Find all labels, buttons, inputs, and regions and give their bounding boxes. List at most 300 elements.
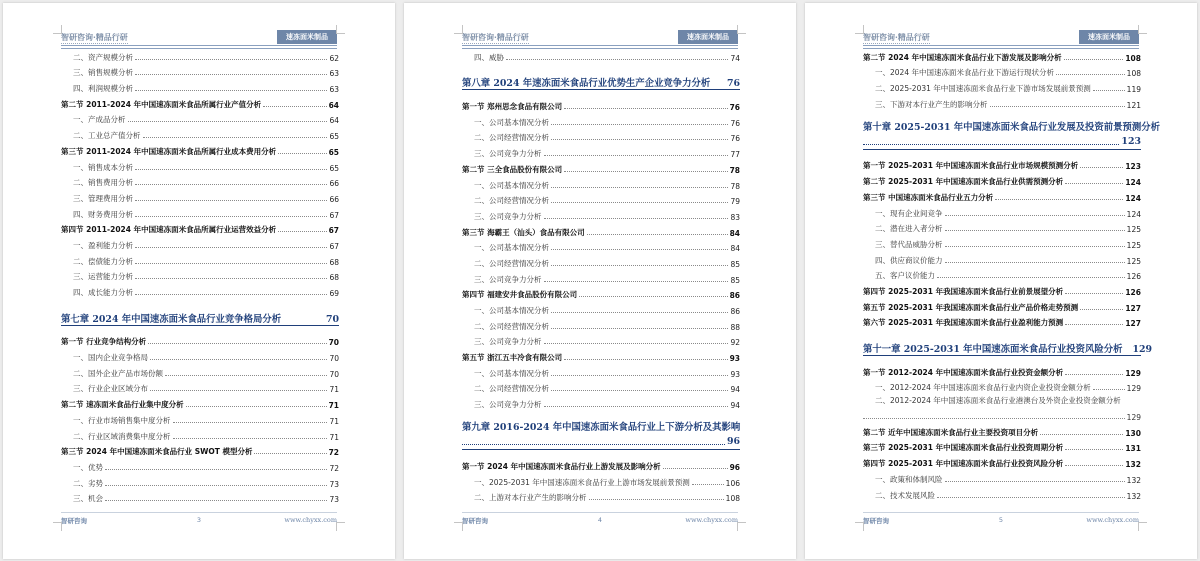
toc-subsection[interactable] bbox=[863, 234, 1141, 250]
toc-entry-title: 二、公司经营情况分析 bbox=[474, 258, 549, 268]
leader-dots bbox=[105, 500, 327, 501]
toc-page-number: 62 bbox=[329, 53, 339, 63]
leader-dots bbox=[1064, 59, 1124, 60]
toc-chapter-title: 第九章 2016-2024 年中国速冻面米食品行业上下游分析及其影响 bbox=[462, 422, 741, 434]
toc-entry-title: 第三节 中国速冻面米食品行业五力分析 bbox=[863, 192, 994, 202]
toc-page-number: 129 bbox=[1132, 344, 1153, 355]
leader-dots bbox=[544, 218, 729, 219]
leader-dots bbox=[544, 343, 729, 344]
leader-dots bbox=[1040, 434, 1123, 435]
toc-page-number: 68 bbox=[329, 273, 339, 283]
leader-dots bbox=[506, 59, 728, 60]
header-tab: 速冻面米制品 bbox=[1079, 30, 1139, 44]
toc-entry-title: 第二节 2024 年中国速冻面米食品行业下游发展及影响分析 bbox=[863, 52, 1062, 62]
leader-dots bbox=[173, 422, 328, 423]
toc-entry-title: 一、公司基本情况分析 bbox=[474, 306, 549, 315]
toc-page-number: 126 bbox=[1126, 272, 1141, 282]
toc-page-number: 96 bbox=[726, 436, 740, 448]
toc-page-number: 67 bbox=[329, 210, 339, 220]
toc-subsection[interactable] bbox=[462, 47, 740, 63]
toc-subsection[interactable] bbox=[61, 267, 339, 283]
toc-section[interactable] bbox=[61, 394, 339, 410]
toc-subsection[interactable] bbox=[61, 63, 339, 79]
toc-entry-title: 一、销售成本分析 bbox=[73, 162, 133, 172]
toc-entry-title: 第一节 2012-2024 年中国速冻面米食品行业投资金额分析 bbox=[863, 367, 1064, 377]
toc-entry-title: 二、工业总产值分析 bbox=[73, 131, 141, 141]
toc-entry-title: 二、行业区域消费集中度分析 bbox=[73, 431, 171, 441]
toc-subsection[interactable] bbox=[61, 157, 339, 173]
toc-subsection[interactable] bbox=[863, 203, 1141, 219]
toc-subsection[interactable] bbox=[462, 363, 740, 379]
toc-page-number: 127 bbox=[1125, 303, 1141, 313]
toc-subsection[interactable] bbox=[462, 253, 740, 269]
toc-entry-title: 二、国外企业产品市场份额 bbox=[73, 368, 163, 378]
leader-dots bbox=[551, 328, 728, 329]
leader-dots bbox=[1065, 183, 1123, 184]
toc-subsection[interactable] bbox=[863, 469, 1141, 485]
leader-dots bbox=[945, 481, 1125, 482]
toc-entry-title: 三、公司竞争力分析 bbox=[474, 337, 542, 347]
footer-logo: 智研咨询 bbox=[462, 517, 488, 525]
toc-section[interactable] bbox=[61, 442, 339, 458]
leader-dots bbox=[1080, 167, 1123, 168]
toc-subsection[interactable] bbox=[61, 282, 339, 298]
toc-section[interactable] bbox=[462, 285, 740, 301]
toc-entry-title: 一、政策和体制风险 bbox=[875, 474, 943, 484]
toc-subsection[interactable] bbox=[863, 378, 1141, 394]
page-header bbox=[863, 30, 1139, 44]
toc-page-number: 70 bbox=[329, 354, 339, 364]
header-brand: 智研咨询·精品行研 bbox=[462, 32, 529, 42]
leader-dots bbox=[551, 390, 728, 391]
leader-dots bbox=[462, 444, 725, 445]
toc-subsection[interactable] bbox=[61, 188, 339, 204]
header-brand: 智研咨询·精品行研 bbox=[863, 32, 930, 42]
toc-subsection[interactable] bbox=[61, 363, 339, 379]
crop-mark bbox=[336, 25, 345, 34]
toc-subsection[interactable] bbox=[462, 300, 740, 316]
toc-page-number: 129 bbox=[1125, 368, 1141, 378]
document-page bbox=[805, 3, 1197, 559]
toc-section[interactable] bbox=[863, 362, 1141, 378]
toc-subsection[interactable] bbox=[462, 269, 740, 285]
toc-chapter[interactable] bbox=[61, 309, 339, 326]
toc-section[interactable] bbox=[863, 422, 1141, 438]
toc-entry-title: 三、公司竞争力分析 bbox=[474, 274, 542, 284]
leader-dots bbox=[135, 184, 327, 185]
toc-page-number: 65 bbox=[329, 163, 339, 173]
toc-subsection[interactable] bbox=[61, 347, 339, 363]
toc-entry-title: 一、2012-2024 年中国速冻面米食品行业内资企业投资金额分析 bbox=[875, 383, 1091, 393]
toc-entry-title: 三、下游对本行业产生的影响分析 bbox=[875, 99, 988, 109]
toc-page-number: 73 bbox=[329, 495, 339, 505]
toc-subsection[interactable] bbox=[863, 94, 1141, 110]
toc-entry-title: 第七章 2024 年中国速冻面米食品行业竞争格局分析 bbox=[61, 313, 282, 325]
toc-subsection[interactable] bbox=[61, 47, 339, 63]
toc-section[interactable] bbox=[462, 96, 740, 112]
leader-dots bbox=[945, 246, 1125, 247]
toc-entry-title: 二、公司经营情况分析 bbox=[474, 384, 549, 394]
toc-page-number: 66 bbox=[329, 194, 339, 204]
toc-list bbox=[462, 47, 740, 503]
toc-entry-title: 三、替代品威胁分析 bbox=[875, 239, 943, 249]
leader-dots bbox=[135, 200, 327, 201]
toc-subsection[interactable] bbox=[462, 206, 740, 222]
toc-entry-title: 第四节 福建安井食品股份有限公司 bbox=[462, 290, 578, 300]
page-footer bbox=[61, 512, 337, 523]
toc-section[interactable] bbox=[61, 94, 339, 110]
toc-page-number: 84 bbox=[729, 228, 740, 238]
leader-dots bbox=[1093, 389, 1125, 390]
toc-entry-title: 二、2012-2024 年中国速冻面米食品行业港澳台及外资企业投资金额分析 bbox=[875, 396, 1121, 406]
toc-entry-title: 第二节 2025-2031 年中国速冻面米食品行业供需预测分析 bbox=[863, 177, 1064, 187]
leader-dots bbox=[173, 438, 328, 439]
crop-mark bbox=[855, 522, 864, 531]
leader-dots bbox=[1065, 374, 1123, 375]
leader-dots bbox=[544, 155, 729, 156]
toc-entry-title: 五、客户议价能力 bbox=[875, 271, 935, 281]
toc-page-number: 125 bbox=[1126, 240, 1141, 250]
toc-entry-title: 四、供应商议价能力 bbox=[875, 255, 943, 265]
toc-section[interactable] bbox=[61, 141, 339, 157]
leader-dots bbox=[150, 359, 327, 360]
toc-subsection[interactable] bbox=[863, 393, 1141, 422]
toc-page-number: 70 bbox=[329, 369, 339, 379]
toc-entry-title: 第二节 近年中国速冻面米食品行业主要投资项目分析 bbox=[863, 427, 1039, 437]
leader-dots bbox=[587, 234, 728, 235]
toc-entry-title: 二、2025-2031 年中国速冻面米食品行业下游市场发展前景预测 bbox=[875, 84, 1091, 94]
toc-entry-title: 一、公司基本情况分析 bbox=[474, 180, 549, 190]
toc-subsection[interactable] bbox=[462, 379, 740, 395]
crop-mark bbox=[454, 522, 463, 531]
toc-subsection[interactable] bbox=[61, 426, 339, 442]
toc-entry-title: 二、公司经营情况分析 bbox=[474, 133, 549, 143]
header-tab: 速冻面米制品 bbox=[678, 30, 738, 44]
toc-subsection[interactable] bbox=[863, 219, 1141, 235]
crop-mark bbox=[855, 25, 864, 34]
toc-entry-title: 二、公司经营情况分析 bbox=[474, 321, 549, 331]
toc-entry-title: 第五节 浙江五丰冷食有限公司 bbox=[462, 353, 563, 363]
toc-entry-title: 第二节 三全食品股份有限公司 bbox=[462, 164, 563, 174]
toc-subsection[interactable] bbox=[462, 143, 740, 159]
toc-subsection[interactable] bbox=[462, 191, 740, 207]
toc-entry-title: 一、公司基本情况分析 bbox=[474, 368, 549, 378]
toc-subsection[interactable] bbox=[462, 238, 740, 254]
toc-page-number: 71 bbox=[329, 416, 339, 426]
footer-url: www.chyxx.com bbox=[1086, 516, 1139, 524]
toc-page-number: 125 bbox=[1126, 256, 1141, 266]
leader-dots bbox=[1093, 90, 1125, 91]
toc-subsection[interactable] bbox=[61, 235, 339, 251]
toc-entry-title: 四、成长能力分析 bbox=[73, 288, 133, 297]
toc-page-number: 94 bbox=[730, 401, 740, 411]
toc-entry-title: 一、产成品分析 bbox=[73, 115, 126, 125]
leader-dots bbox=[150, 390, 327, 391]
toc-page-number: 88 bbox=[730, 322, 740, 332]
toc-page-number: 78 bbox=[729, 165, 740, 175]
leader-dots bbox=[551, 187, 728, 188]
toc-entry-title: 第一节 行业竞争结构分析 bbox=[61, 337, 147, 347]
toc-chapter-title: 第十章 2025-2031 年中国速冻面米食品行业发展及投资前景预测分析 bbox=[863, 121, 1160, 133]
toc-entry-title: 四、财务费用分析 bbox=[73, 209, 133, 219]
leader-dots bbox=[564, 171, 727, 172]
leader-dots bbox=[937, 277, 1125, 278]
toc-subsection[interactable] bbox=[462, 175, 740, 191]
leader-dots bbox=[1065, 293, 1123, 294]
toc-subsection[interactable] bbox=[61, 251, 339, 267]
toc-entry-title: 四、威胁 bbox=[474, 52, 504, 62]
leader-dots bbox=[135, 278, 327, 279]
toc-subsection[interactable] bbox=[61, 204, 339, 220]
header-brand: 智研咨询·精品行研 bbox=[61, 32, 128, 42]
toc-subsection[interactable] bbox=[61, 78, 339, 94]
leader-dots bbox=[863, 418, 1125, 419]
toc-subsection[interactable] bbox=[61, 379, 339, 395]
toc-page-number: 130 bbox=[1125, 428, 1141, 438]
toc-subsection[interactable] bbox=[462, 316, 740, 332]
toc-page-number: 131 bbox=[1125, 444, 1141, 454]
toc-entry-title: 二、技术发展风险 bbox=[875, 490, 935, 500]
toc-entry-title: 第二节 速冻面米食品行业集中度分析 bbox=[61, 400, 184, 410]
crop-mark bbox=[53, 25, 62, 34]
toc-page-number: 71 bbox=[328, 401, 339, 411]
leader-dots bbox=[135, 247, 327, 248]
toc-section[interactable] bbox=[462, 456, 740, 472]
toc-entry-title: 第六节 2025-2031 年我国速冻面米食品行业盈利能力预测 bbox=[863, 318, 1064, 328]
leader-dots bbox=[135, 74, 327, 75]
leader-dots bbox=[564, 359, 727, 360]
toc-entry-title: 四、利润规模分析 bbox=[73, 84, 133, 94]
toc-subsection[interactable] bbox=[61, 110, 339, 126]
toc-section[interactable] bbox=[863, 313, 1141, 329]
toc-page-number: 85 bbox=[730, 259, 740, 269]
leader-dots bbox=[863, 144, 1119, 145]
toc-subsection[interactable] bbox=[462, 394, 740, 410]
toc-subsection[interactable] bbox=[61, 457, 339, 473]
leader-dots bbox=[1065, 324, 1123, 325]
toc-section[interactable] bbox=[863, 171, 1141, 187]
toc-page-number: 94 bbox=[730, 385, 740, 395]
toc-section[interactable] bbox=[462, 159, 740, 175]
leader-dots bbox=[579, 296, 727, 297]
toc-entry-title: 一、公司基本情况分析 bbox=[474, 243, 549, 253]
leader-dots bbox=[263, 106, 326, 107]
toc-entry-title: 一、盈利能力分析 bbox=[73, 240, 133, 250]
toc-page-number: 79 bbox=[730, 197, 740, 207]
toc-entry-title: 第一节 2024 年中国速冻面米食品行业上游发展及影响分析 bbox=[462, 461, 661, 471]
toc-subsection[interactable] bbox=[61, 173, 339, 189]
leader-dots bbox=[135, 59, 327, 60]
toc-subsection[interactable] bbox=[462, 128, 740, 144]
toc-entry-title: 二、销售费用分析 bbox=[73, 178, 133, 188]
toc-entry-title: 第五节 2025-2031 年我国速冻面米食品行业产品价格走势预测 bbox=[863, 302, 1079, 312]
toc-entry-title: 二、潜在进入者分析 bbox=[875, 224, 943, 234]
leader-dots bbox=[1065, 449, 1123, 450]
toc-entry-title: 一、优势 bbox=[73, 462, 103, 472]
footer-logo: 智研咨询 bbox=[61, 517, 87, 525]
toc-subsection[interactable] bbox=[462, 488, 740, 504]
leader-dots bbox=[1080, 309, 1123, 310]
toc-section[interactable] bbox=[863, 453, 1141, 469]
leader-dots bbox=[937, 497, 1125, 498]
leader-dots bbox=[105, 469, 327, 470]
leader-dots bbox=[278, 153, 326, 154]
leader-dots bbox=[128, 121, 328, 122]
crop-mark bbox=[1138, 25, 1147, 34]
toc-entry-title: 第四节 2025-2031 年我国速冻面米食品行业前景展望分析 bbox=[863, 286, 1064, 296]
toc-subsection[interactable] bbox=[61, 125, 339, 141]
toc-page-number: 69 bbox=[329, 289, 339, 298]
toc-subsection[interactable] bbox=[462, 332, 740, 348]
crop-mark bbox=[454, 25, 463, 34]
leader-dots bbox=[692, 484, 724, 485]
toc-chapter[interactable] bbox=[462, 421, 740, 450]
toc-entry-title: 三、机会 bbox=[73, 494, 103, 504]
toc-subsection[interactable] bbox=[863, 485, 1141, 501]
toc-section[interactable] bbox=[863, 187, 1141, 203]
toc-chapter[interactable] bbox=[863, 339, 1153, 356]
toc-page-number: 64 bbox=[329, 116, 339, 126]
toc-page-number: 74 bbox=[730, 53, 740, 63]
toc-entry-title: 三、管理费用分析 bbox=[73, 193, 133, 203]
leader-dots bbox=[135, 216, 327, 217]
toc-page-number: 85 bbox=[730, 275, 740, 285]
toc-entry-title: 三、行业企业区域分布 bbox=[73, 384, 148, 394]
toc-entry-title: 三、运营能力分析 bbox=[73, 272, 133, 282]
leader-dots bbox=[551, 202, 728, 203]
page-header bbox=[462, 30, 738, 44]
toc-page-number: 93 bbox=[729, 354, 740, 364]
toc-entry-title: 第二节 2011-2024 年中国速冻面米食品所属行业产值分析 bbox=[61, 99, 262, 109]
toc-page-number: 93 bbox=[730, 369, 740, 379]
crop-mark bbox=[737, 522, 746, 531]
leader-dots bbox=[143, 137, 328, 138]
leader-dots bbox=[551, 139, 728, 140]
toc-page-number: 71 bbox=[329, 432, 339, 442]
leader-dots bbox=[551, 265, 728, 266]
page-number: 4 bbox=[597, 516, 603, 524]
toc-page-number: 70 bbox=[328, 338, 339, 348]
toc-subsection[interactable] bbox=[863, 266, 1141, 282]
leader-dots bbox=[551, 249, 728, 250]
toc-section[interactable] bbox=[863, 47, 1141, 63]
toc-page-number: 63 bbox=[329, 85, 339, 95]
toc-entry-title: 第一节 郑州思念食品有限公司 bbox=[462, 102, 563, 112]
leader-dots bbox=[1056, 74, 1125, 75]
toc-page-number: 96 bbox=[729, 462, 740, 472]
toc-page-number: 108 bbox=[1125, 53, 1141, 63]
toc-entry-title: 二、资产规模分析 bbox=[73, 52, 133, 62]
toc-section[interactable] bbox=[462, 222, 740, 238]
toc-entry-title: 第一节 2025-2031 年中国速冻面米食品行业市场规模预测分析 bbox=[863, 161, 1079, 171]
leader-dots bbox=[135, 294, 327, 295]
leader-dots bbox=[945, 230, 1125, 231]
toc-entry-title: 第四节 2011-2024 年中国速冻面米食品所属行业运营效益分析 bbox=[61, 225, 277, 235]
toc-subsection[interactable] bbox=[863, 78, 1141, 94]
toc-section[interactable] bbox=[863, 156, 1141, 172]
crop-mark bbox=[336, 522, 345, 531]
toc-page-number: 67 bbox=[329, 241, 339, 251]
toc-page-number: 121 bbox=[1126, 100, 1141, 110]
toc-page-number: 126 bbox=[1125, 287, 1141, 297]
toc-subsection[interactable] bbox=[462, 112, 740, 128]
toc-subsection[interactable] bbox=[61, 473, 339, 489]
toc-entry-title: 二、劣势 bbox=[73, 478, 103, 488]
toc-entry-title: 一、现有企业间竞争 bbox=[875, 208, 943, 218]
leader-dots bbox=[990, 106, 1125, 107]
toc-page-number: 132 bbox=[1126, 475, 1141, 485]
leader-dots bbox=[551, 124, 728, 125]
leader-dots bbox=[945, 215, 1125, 216]
toc-page-number: 67 bbox=[328, 226, 339, 236]
toc-page-number: 124 bbox=[1126, 209, 1141, 219]
toc-section[interactable] bbox=[863, 438, 1141, 454]
toc-subsection[interactable] bbox=[462, 472, 740, 488]
toc-subsection[interactable] bbox=[863, 250, 1141, 266]
toc-page-number: 71 bbox=[329, 385, 339, 395]
crop-mark bbox=[737, 25, 746, 34]
leader-dots bbox=[1065, 465, 1123, 466]
toc-page-number: 77 bbox=[730, 150, 740, 160]
leader-dots bbox=[254, 453, 326, 454]
toc-list bbox=[61, 47, 339, 504]
toc-chapter[interactable] bbox=[462, 74, 740, 91]
toc-subsection[interactable] bbox=[61, 489, 339, 505]
header-tab: 速冻面米制品 bbox=[277, 30, 337, 44]
toc-section[interactable] bbox=[863, 281, 1141, 297]
toc-page-number: 68 bbox=[329, 257, 339, 267]
toc-chapter[interactable] bbox=[863, 121, 1160, 150]
toc-entry-title: 第四节 2025-2031 年中国速冻面米食品行业投资风险分析 bbox=[863, 459, 1064, 469]
toc-entry-title: 三、公司竞争力分析 bbox=[474, 211, 542, 221]
toc-page-number: 127 bbox=[1125, 319, 1141, 329]
toc-entry-title: 二、上游对本行业产生的影响分析 bbox=[474, 493, 587, 503]
toc-entry-title: 第三节 2025-2031 年中国速冻面米食品行业投资周期分析 bbox=[863, 443, 1064, 453]
leader-dots bbox=[148, 343, 326, 344]
document-page bbox=[3, 3, 395, 559]
leader-dots bbox=[551, 375, 728, 376]
toc-page-number: 123 bbox=[1121, 135, 1141, 147]
toc-subsection[interactable] bbox=[61, 410, 339, 426]
toc-section[interactable] bbox=[61, 220, 339, 236]
leader-dots bbox=[589, 499, 724, 500]
toc-entry-title: 第十一章 2025-2031 年中国速冻面米食品行业投资风险分析 bbox=[863, 344, 1123, 355]
leader-dots bbox=[564, 108, 727, 109]
toc-page-number: 65 bbox=[329, 132, 339, 142]
toc-entry-title: 第三节 2011-2024 年中国速冻面米食品所属行业成本费用分析 bbox=[61, 146, 277, 156]
leader-dots bbox=[135, 169, 327, 170]
toc-section[interactable] bbox=[61, 332, 339, 348]
footer-url: www.chyxx.com bbox=[685, 516, 738, 524]
crop-mark bbox=[53, 522, 62, 531]
toc-section[interactable] bbox=[462, 347, 740, 363]
toc-page-number: 64 bbox=[328, 100, 339, 110]
toc-page-number: 83 bbox=[730, 212, 740, 222]
toc-page-number: 86 bbox=[730, 307, 740, 316]
footer-logo: 智研咨询 bbox=[863, 517, 889, 525]
leader-dots bbox=[945, 262, 1125, 263]
toc-page-number: 124 bbox=[1125, 178, 1141, 188]
toc-section[interactable] bbox=[863, 297, 1141, 313]
toc-entry-title: 第三节 海霸王（汕头）食品有限公司 bbox=[462, 227, 585, 237]
toc-page-number: 76 bbox=[730, 118, 740, 128]
leader-dots bbox=[165, 375, 327, 376]
toc-page-number: 132 bbox=[1125, 460, 1141, 470]
leader-dots bbox=[995, 199, 1123, 200]
leader-dots bbox=[544, 281, 729, 282]
toc-page-number: 70 bbox=[325, 313, 339, 325]
toc-subsection[interactable] bbox=[863, 63, 1141, 79]
